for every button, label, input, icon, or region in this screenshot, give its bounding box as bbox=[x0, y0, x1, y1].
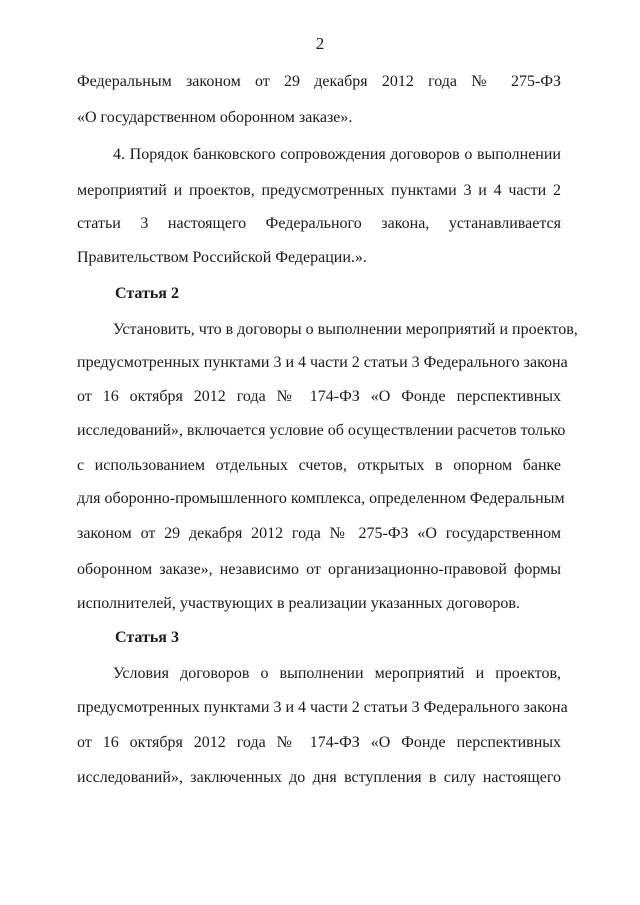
text-line: для оборонно-промышленного комплекса, определенном Федеральным bbox=[77, 490, 565, 507]
text-line: от 16 октября 2012 года № 174-ФЗ «О Фонде перспективных bbox=[77, 388, 561, 405]
text-line: предусмотренных пунктами 3 и 4 части 2 статьи 3 Федерального закона bbox=[77, 699, 568, 716]
paragraph-first-line: 4. Порядок банковского сопровождения договоров о выполнении bbox=[113, 146, 561, 163]
page-number: 2 bbox=[315, 34, 325, 53]
text-line: исследований», заключенных до дня вступления в силу настоящего bbox=[77, 769, 561, 786]
article-heading: Статья 3 bbox=[115, 629, 179, 646]
text-line: с использованием отдельных счетов, открытых в опорном банке bbox=[77, 457, 561, 474]
text-line: исследований», включается условие об осуществлении расчетов только bbox=[77, 422, 566, 439]
paragraph-first-line: Условия договоров о выполнении мероприятий и проектов, bbox=[113, 665, 561, 682]
text-line: «О государственном оборонном заказе». bbox=[77, 109, 353, 126]
text-line: исполнителей, участвующих в реализации указанных договоров. bbox=[77, 595, 520, 612]
article-heading: Статья 2 bbox=[115, 285, 179, 302]
text-line: Федеральным законом от 29 декабря 2012 года № 275-ФЗ bbox=[77, 73, 561, 90]
paragraph-first-line: Установить, что в договоры о выполнении мероприятий и проектов, bbox=[113, 321, 578, 338]
text-line: Правительством Российской Федерации.». bbox=[77, 249, 367, 266]
text-line: оборонном заказе», независимо от организационно-правовой формы bbox=[77, 561, 561, 578]
text-line: мероприятий и проектов, предусмотренных пунктами 3 и 4 части 2 bbox=[77, 182, 561, 199]
text-line: законом от 29 декабря 2012 года № 275-ФЗ «О государственном bbox=[77, 525, 561, 542]
text-line: статьи 3 настоящего Федерального закона, устанавливается bbox=[77, 215, 561, 232]
text-line: от 16 октября 2012 года № 174-ФЗ «О Фонде перспективных bbox=[77, 734, 561, 751]
text-line: предусмотренных пунктами 3 и 4 части 2 статьи 3 Федерального закона bbox=[77, 354, 568, 371]
